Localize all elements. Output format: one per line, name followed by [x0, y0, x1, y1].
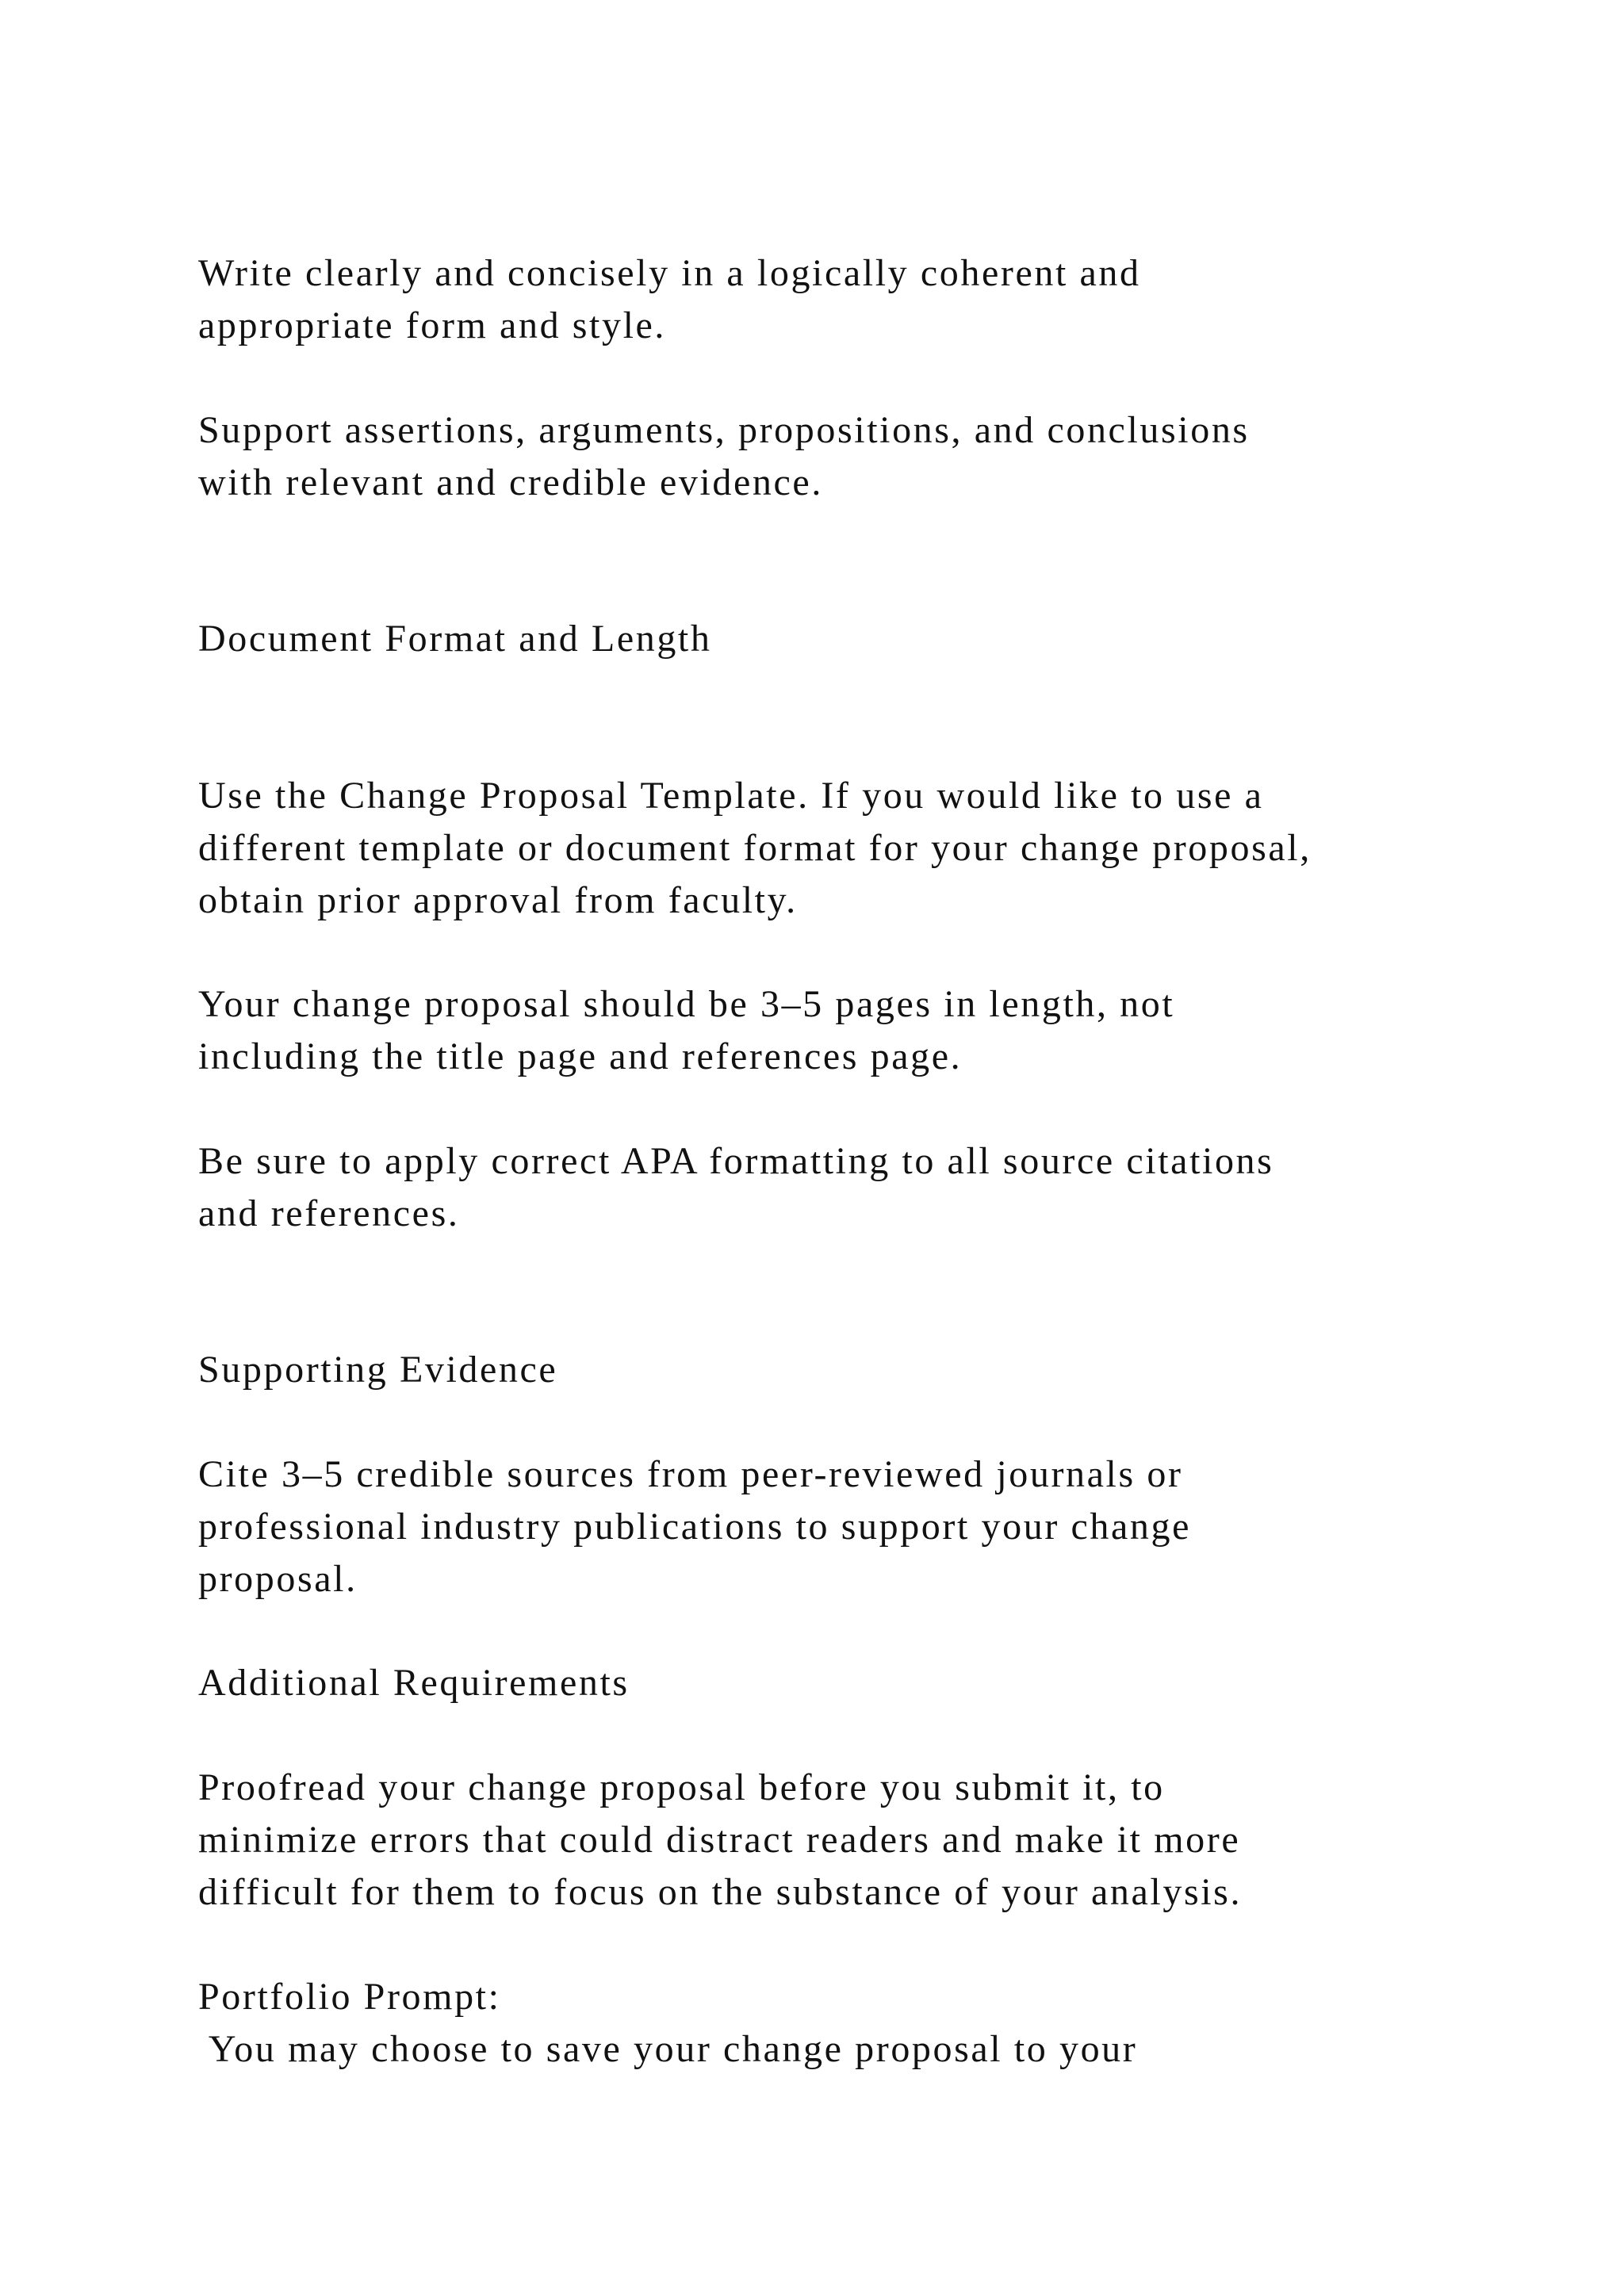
body-text-line: Portfolio Prompt:	[198, 1976, 501, 2018]
body-text-line: and references.	[198, 1192, 460, 1234]
section-heading: Additional Requirements	[198, 1662, 630, 1704]
body-text-line: Write clearly and concisely in a logically coherent and	[198, 252, 1141, 294]
body-text-line: Cite 3–5 credible sources from peer-reviewed journals or	[198, 1453, 1183, 1495]
section-heading: Document Format and Length	[198, 618, 712, 660]
body-text-line: professional industry publications to support your change	[198, 1506, 1192, 1548]
body-text-line: Be sure to apply correct APA formatting to all source citations	[198, 1140, 1274, 1182]
body-text-line: minimize errors that could distract readers and make it more	[198, 1819, 1241, 1861]
body-text-line: proposal.	[198, 1558, 358, 1600]
body-text-line: with relevant and credible evidence.	[198, 461, 823, 503]
section-heading: Supporting Evidence	[198, 1349, 558, 1391]
body-text-line: different template or document format for your change proposal,	[198, 827, 1312, 869]
body-text-line: including the title page and references page.	[198, 1035, 963, 1077]
body-text-line: You may choose to save your change proposal to your	[198, 2028, 1138, 2070]
body-text-line: Support assertions, arguments, propositions, and conclusions	[198, 409, 1250, 451]
body-text-line: appropriate form and style.	[198, 304, 667, 346]
body-text-line: Proofread your change proposal before you submit it, to	[198, 1766, 1165, 1808]
body-text-line: obtain prior approval from faculty.	[198, 879, 798, 921]
body-text-line: Use the Change Proposal Template. If you would like to use a	[198, 775, 1264, 817]
body-text-line: Your change proposal should be 3–5 pages in length, not	[198, 983, 1175, 1025]
body-text-line: difficult for them to focus on the substance of your analysis.	[198, 1871, 1243, 1913]
